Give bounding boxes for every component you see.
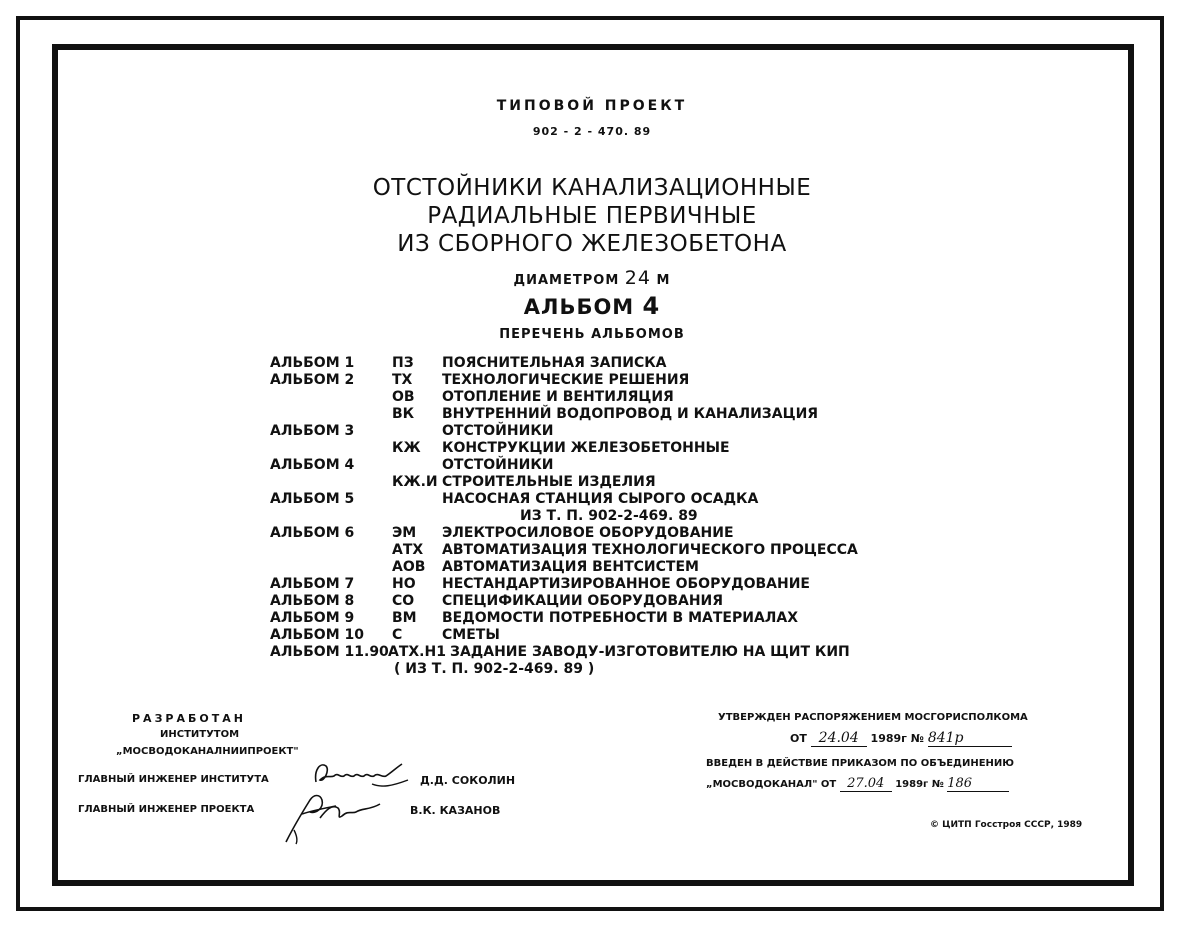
album-code: ВК — [392, 406, 415, 422]
album-text: НЕСТАНДАРТИЗИРОВАННОЕ ОБОРУДОВАНИЕ — [442, 576, 810, 592]
list-item — [270, 423, 970, 440]
developer-label: РАЗРАБОТАН — [132, 712, 246, 725]
album-name: АЛЬБОМ 2 — [270, 372, 355, 388]
album-code: КЖ.И — [392, 474, 438, 490]
album-code: ТХ — [392, 372, 413, 388]
list-item — [270, 559, 970, 576]
enacted-date-line — [706, 776, 1009, 792]
title-line-2: РАДИАЛЬНЫЕ ПЕРВИЧНЫЕ — [427, 203, 757, 229]
enacted-org: „МОСВОДОКАНАЛ" ОТ — [706, 779, 837, 790]
album-name: АЛЬБОМ 10 — [270, 627, 364, 643]
album-name: АЛЬБОМ 11.90 — [270, 644, 389, 660]
list-item — [270, 525, 970, 542]
album-name: АЛЬБОМ 5 — [270, 491, 355, 507]
album-text: НАСОСНАЯ СТАНЦИЯ СЫРОГО ОСАДКА — [442, 491, 759, 507]
album-name: АЛЬБОМ 4 — [270, 457, 355, 473]
chief-engineer-project-label: ГЛАВНЫЙ ИНЖЕНЕР ПРОЕКТА — [78, 804, 255, 815]
album-text: АВТОМАТИЗАЦИЯ ВЕНТСИСТЕМ — [442, 559, 699, 575]
album-name: АЛЬБОМ 7 — [270, 576, 355, 592]
list-item — [270, 440, 970, 457]
album-label: АЛЬБОМ — [523, 295, 635, 319]
institute-label: ИНСТИТУТОМ — [160, 729, 240, 740]
album-heading — [0, 292, 1184, 320]
diameter-value: 24 — [624, 267, 651, 289]
developer-block — [132, 712, 246, 725]
album-text: ЭЛЕКТРОСИЛОВОЕ ОБОРУДОВАНИЕ — [442, 525, 734, 541]
album-name: АЛЬБОМ 9 — [270, 610, 355, 626]
album-text: ПОЯСНИТЕЛЬНАЯ ЗАПИСКА — [442, 355, 667, 371]
album-code: С — [392, 627, 403, 643]
album-text: КОНСТРУКЦИИ ЖЕЛЕЗОБЕТОННЫЕ — [442, 440, 730, 456]
album-text: ВЕДОМОСТИ ПОТРЕБНОСТИ В МАТЕРИАЛАХ — [442, 610, 799, 626]
list-item — [270, 389, 970, 406]
approval-date: 24.04 — [811, 730, 867, 747]
chief-engineer-project-name: В.К. КАЗАНОВ — [410, 804, 501, 817]
list-item — [270, 491, 970, 508]
list-item — [270, 644, 970, 661]
album-text: ОТСТОЙНИКИ — [442, 457, 554, 473]
album-code: СО — [392, 593, 415, 609]
album-text: СМЕТЫ — [442, 627, 500, 643]
signature-institute — [312, 758, 422, 792]
album-code: ЭМ — [392, 525, 417, 541]
album-name: АЛЬБОМ 6 — [270, 525, 355, 541]
album-source-note: ИЗ Т. П. 902-2-469. 89 — [520, 508, 698, 524]
albums-list — [270, 355, 970, 678]
album-code: ОВ — [392, 389, 415, 405]
album-code: АТХ — [392, 542, 424, 558]
album-text: ОТОПЛЕНИЕ И ВЕНТИЛЯЦИЯ — [442, 389, 674, 405]
album-code: ВМ — [392, 610, 417, 626]
list-item — [270, 406, 970, 423]
approval-year: 1989г № — [870, 732, 924, 745]
list-item — [270, 661, 970, 678]
chief-engineer-institute-name: Д.Д. СОКОЛИН — [420, 774, 516, 787]
copyright: © ЦИТП Госстроя СССР, 1989 — [930, 820, 1083, 830]
diameter-label: ДИАМЕТРОМ — [513, 273, 620, 288]
album-code: АТХ.Н1 — [388, 644, 446, 660]
album-code: АОВ — [392, 559, 426, 575]
album-text: ТЕХНОЛОГИЧЕСКИЕ РЕШЕНИЯ — [442, 372, 690, 388]
list-item — [270, 372, 970, 389]
chief-engineer-institute-label: ГЛАВНЫЙ ИНЖЕНЕР ИНСТИТУТА — [78, 774, 269, 785]
diameter-unit: М — [656, 273, 671, 288]
project-code: 902 - 2 - 470. 89 — [532, 125, 652, 138]
list-item — [270, 457, 970, 474]
enacted-number: 186 — [947, 776, 1009, 792]
album-code: ПЗ — [392, 355, 414, 371]
album-code: НО — [392, 576, 416, 592]
title-line-3: ИЗ СБОРНОГО ЖЕЛЕЗОБЕТОНА — [397, 231, 787, 257]
album-name: АЛЬБОМ 1 — [270, 355, 355, 371]
album-text: ОТСТОЙНИКИ — [442, 423, 554, 439]
list-item — [270, 576, 970, 593]
from-label: ОТ — [790, 732, 807, 745]
signature-project — [280, 790, 400, 846]
album-text: ЗАДАНИЕ ЗАВОДУ-ИЗГОТОВИТЕЛЮ НА ЩИТ КИП — [450, 644, 850, 660]
institute-name: „МОСВОДОКАНАЛНИИПРОЕКТ" — [116, 746, 299, 757]
album-name: АЛЬБОМ 3 — [270, 423, 355, 439]
title-line-1: ОТСТОЙНИКИ КАНАЛИЗАЦИОННЫЕ — [372, 175, 812, 201]
album-source-note: ( ИЗ Т. П. 902-2-469. 89 ) — [394, 661, 595, 677]
enacted-line: ВВЕДЕН В ДЕЙСТВИЕ ПРИКАЗОМ ПО ОБЪЕДИНЕНИЮ — [706, 758, 1015, 769]
list-item — [270, 593, 970, 610]
list-item — [270, 355, 970, 372]
album-text: СПЕЦИФИКАЦИИ ОБОРУДОВАНИЯ — [442, 593, 724, 609]
albums-list-title: ПЕРЕЧЕНЬ АЛЬБОМОВ — [499, 327, 685, 342]
album-text: СТРОИТЕЛЬНЫЕ ИЗДЕЛИЯ — [442, 474, 656, 490]
approval-date-line — [790, 730, 1012, 747]
list-item — [270, 610, 970, 627]
enacted-date: 27.04 — [840, 776, 892, 792]
album-name: АЛЬБОМ 8 — [270, 593, 355, 609]
approval-number: 841р — [928, 730, 1012, 747]
list-item — [270, 627, 970, 644]
enacted-year: 1989г № — [895, 779, 944, 790]
list-item — [270, 474, 970, 491]
album-number: 4 — [642, 292, 661, 320]
album-text: АВТОМАТИЗАЦИЯ ТЕХНОЛОГИЧЕСКОГО ПРОЦЕССА — [442, 542, 858, 558]
list-item — [270, 508, 970, 525]
album-code: КЖ — [392, 440, 421, 456]
album-text: ВНУТРЕННИЙ ВОДОПРОВОД И КАНАЛИЗАЦИЯ — [442, 406, 819, 422]
approval-line: УТВЕРЖДЕН РАСПОРЯЖЕНИЕМ МОСГОРИСПОЛКОМА — [718, 712, 1028, 723]
diameter-line — [0, 267, 1184, 289]
type-project-heading: ТИПОВОЙ ПРОЕКТ — [496, 98, 688, 114]
list-item — [270, 542, 970, 559]
